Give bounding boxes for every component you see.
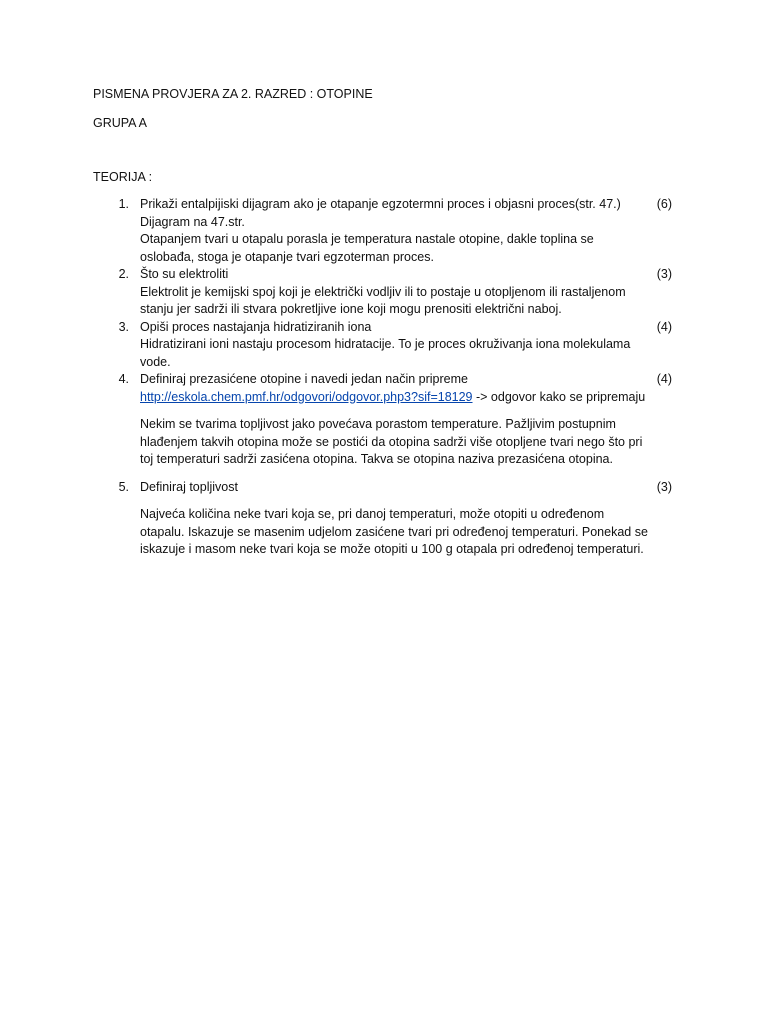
question-points: (4) [656, 372, 672, 386]
answer-link-line [140, 389, 648, 407]
question-number: 5. [118, 479, 129, 494]
section-heading: TEORIJA : [93, 170, 153, 184]
question-points: (3) [656, 479, 672, 494]
question-points: (4) [656, 319, 672, 334]
answer-text: Hidratizirani ioni nastaju procesom hidratacije. To je proces okruživanja iona molekulama vode. [140, 337, 631, 369]
question-item-2 [93, 266, 678, 319]
page-title: PISMENA PROVJERA ZA 2. RAZRED : OTOPINE [93, 87, 373, 101]
link-suffix: -> odgovor kako se pripremaju [472, 389, 646, 404]
question-list [93, 196, 678, 559]
group-label: GRUPA A [93, 116, 147, 130]
question-number: 1. [118, 197, 129, 211]
question-number: 4. [118, 372, 129, 386]
answer-text: Dijagram na 47.str. [140, 214, 245, 229]
question-item-4 [93, 371, 678, 479]
question-text: Definiraj prezasićene otopine i navedi jedan način pripreme [140, 372, 468, 386]
question-text: Prikaži entalpijiski dijagram ako je otapanje egzotermni proces i objasni proces(str. 47.) [140, 197, 621, 211]
question-points: (6) [656, 197, 672, 211]
question-text: Što su elektroliti [140, 267, 229, 281]
question-item-3 [93, 319, 678, 372]
question-text: Opiši proces nastajanja hidratiziranih iona [140, 319, 372, 334]
reference-link[interactable]: http://eskola.chem.pmf.hr/odgovori/odgovor.php3?sif=18129 [140, 389, 473, 404]
answer-text: Nekim se tvarima topljivost jako povećava porastom temperature. Pažljivim postupnim hlađenjem takvih otopina može se postići da otopina sadrži više otopljene tvari nego što pri toj temperaturi sadrži zasićena otopina. Takva se otopina naziva prezasićena otopina. [140, 417, 643, 466]
question-item-1 [93, 196, 678, 266]
question-item-5 [93, 479, 678, 559]
answer-text: Najveća količina neke tvari koja se, pri danoj temperaturi, može otopiti u određenom otapalu. Iskazuje se masenim udjelom zasićene tvari pri određenoj temperaturi. Ponekad se iskazuje i masom neke tvari koja se može otopiti u 100 g otapala pri određenoj temperaturi. [140, 507, 648, 556]
question-number: 2. [118, 267, 129, 281]
answer-text: Otapanjem tvari u otapalu porasla je temperatura nastale otopine, dakle toplina se oslobađa, stoga je otapanje tvari egzoterman proces. [140, 232, 594, 264]
answer-text: Elektrolit je kemijski spoj koji je električki vodljiv ili to postaje u otopljenom ili rastaljenom stanju jer sadrži ili stvara pokretljive ione koji mogu prenositi električni naboj. [140, 284, 626, 316]
question-text: Definiraj topljivost [140, 479, 238, 494]
question-points: (3) [656, 267, 672, 281]
question-number: 3. [118, 319, 129, 334]
